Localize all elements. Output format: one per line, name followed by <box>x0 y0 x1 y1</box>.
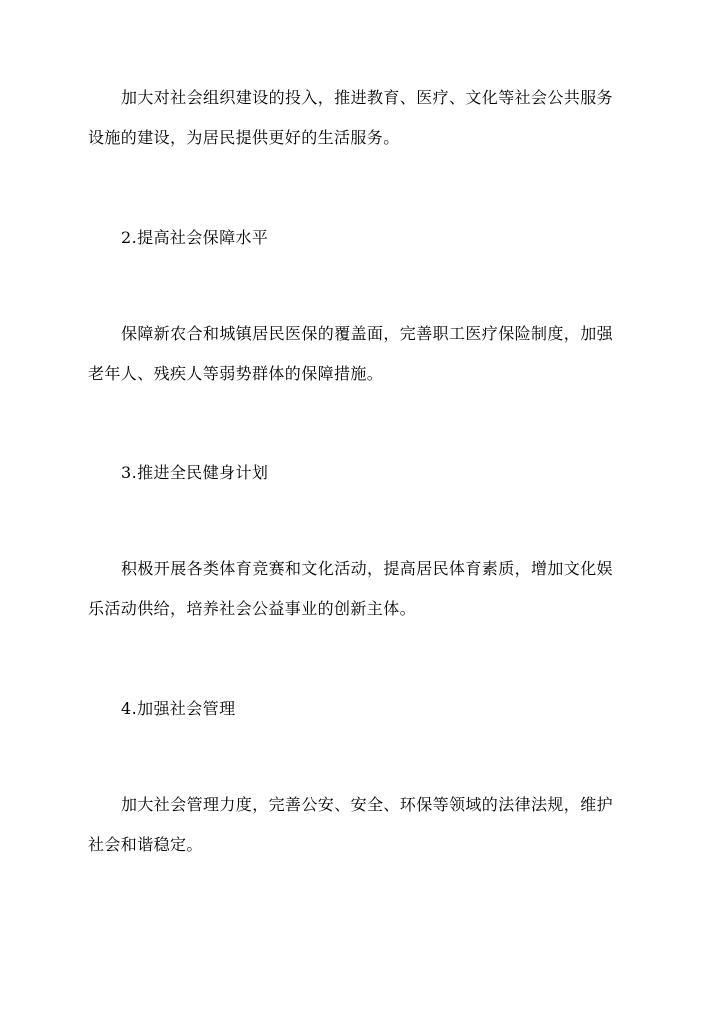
paragraph-fitness-plan <box>88 549 636 629</box>
section-heading: 2.提高社会保障水平 <box>121 228 269 247</box>
paragraph-line: 社会和谐稳定。 <box>88 835 203 854</box>
paragraph-line: 老年人、残疾人等弱势群体的保障措施。 <box>88 364 384 383</box>
paragraph-social-organization <box>88 78 636 158</box>
section-heading-social-management <box>88 689 636 729</box>
paragraph-line: 加大对社会组织建设的投入，推进教育、医疗、文化等社会公共服务 <box>121 88 614 107</box>
paragraph-line: 保障新农合和城镇居民医保的覆盖面，完善职工医疗保险制度，加强 <box>121 324 614 343</box>
section-heading: 4.加强社会管理 <box>121 699 236 718</box>
paragraph-line: 积极开展各类体育竞赛和文化活动，提高居民体育素质，增加文化娱 <box>121 559 614 578</box>
section-heading: 3.推进全民健身计划 <box>121 463 269 482</box>
paragraph-line: 设施的建设，为居民提供更好的生活服务。 <box>88 128 400 147</box>
section-heading-social-security <box>88 218 636 258</box>
paragraph-social-security <box>88 314 636 394</box>
paragraph-line: 乐活动供给，培养社会公益事业的创新主体。 <box>88 599 417 618</box>
section-heading-fitness-plan <box>88 453 636 493</box>
paragraph-social-management <box>88 785 636 865</box>
paragraph-line: 加大社会管理力度，完善公安、安全、环保等领域的法律法规，维护 <box>121 795 614 814</box>
